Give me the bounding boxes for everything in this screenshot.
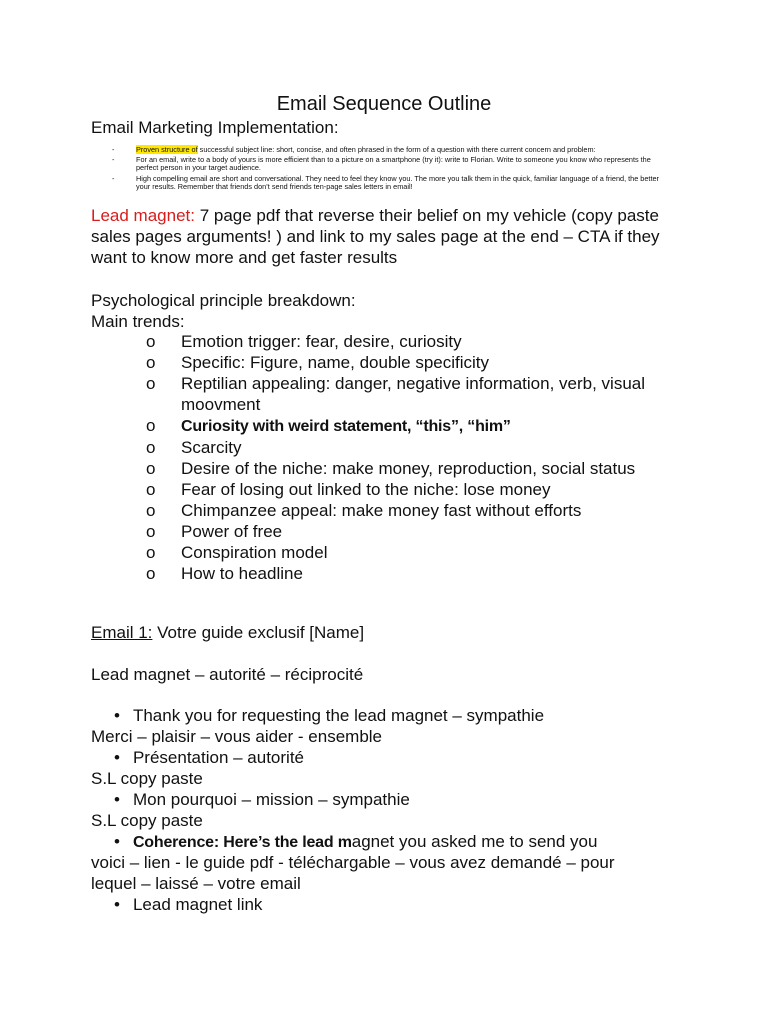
bullet-marker: •	[114, 790, 120, 809]
circle-bullet: o	[146, 543, 156, 562]
list-item	[114, 894, 262, 915]
body-line: S.L copy paste	[91, 811, 203, 830]
body-line: Merci – plaisir – vous aider - ensemble	[91, 727, 383, 746]
circle-bullet: o	[146, 416, 156, 435]
trend-item	[146, 352, 706, 373]
body-line: voici – lien - le guide pdf - téléchargable – vous avez demandé – pour	[91, 853, 615, 872]
circle-bullet: o	[146, 459, 156, 478]
trend-text: Curiosity with weird statement, “this”, “him”	[181, 418, 511, 435]
email-1-label: Email 1:	[91, 623, 153, 642]
page-title: Email Sequence Outline	[276, 93, 492, 115]
list-item-text: Thank you for requesting the lead magnet – sympathie	[132, 706, 545, 725]
trend-text: Emotion trigger: fear, desire, curiosity	[181, 332, 462, 351]
circle-bullet: o	[146, 438, 156, 457]
lead-magnet-line: Lead magnet – autorité – réciprocité	[91, 665, 364, 684]
dash-marker: -	[112, 145, 115, 154]
lead-magnet-paragraph	[91, 205, 691, 268]
bullet-marker: •	[114, 748, 120, 767]
note-text: For an email, write to a body of yours is more efficient than to a picture on a smartphone (try it): write to Florian. Write to someone you know who represents the perfect person in your target audience.	[136, 155, 651, 173]
note-item	[112, 175, 672, 191]
section-subtitle: Email Marketing Implementation:	[91, 118, 339, 137]
list-item-text: Mon pourquoi – mission – sympathie	[132, 790, 410, 809]
trend-text: Fear of losing out linked to the niche: lose money	[181, 480, 551, 499]
lead-magnet-label: Lead magnet:	[91, 206, 195, 225]
psych-heading: Psychological principle breakdown:	[91, 291, 356, 310]
list-item-text: Lead magnet link	[132, 895, 263, 914]
trends-list	[146, 331, 706, 584]
trend-item	[146, 458, 706, 479]
circle-bullet: o	[146, 564, 156, 583]
list-item-text: agnet you asked me to send you	[351, 832, 598, 851]
lead-magnet-text: 7 page pdf that reverse their belief on my vehicle (copy paste sales pages arguments! ) and link to my sales page at the end – CTA if they want to know more and get faster results	[91, 206, 660, 267]
trend-text: Chimpanzee appeal: make money fast without efforts	[181, 501, 582, 520]
trend-item	[146, 542, 706, 563]
trend-text: Reptilian appealing: danger, negative information, verb, visual moovment	[181, 374, 646, 414]
bullet-marker: •	[114, 895, 120, 914]
dash-marker: -	[112, 173, 115, 183]
email-1-heading	[91, 622, 364, 643]
email-1-subject: Votre guide exclusif [Name]	[152, 623, 365, 642]
subject-line-notes	[112, 146, 672, 193]
circle-bullet: o	[146, 501, 156, 520]
trend-item	[146, 500, 706, 521]
trend-text: Desire of the niche: make money, reproduction, social status	[181, 459, 636, 478]
trend-text: Scarcity	[181, 438, 242, 457]
note-text: successful subject line: short, concise, and often phrased in the form of a question with there current concern and problem:	[197, 145, 596, 154]
body-line: lequel – laissé – votre email	[91, 874, 301, 893]
bullet-marker: •	[114, 832, 120, 851]
list-item-text: Présentation – autorité	[132, 748, 305, 767]
trend-item	[146, 373, 706, 415]
list-item	[114, 789, 410, 810]
circle-bullet: o	[146, 480, 156, 499]
list-item-bold-text: Coherence: Here’s the lead m	[132, 834, 352, 851]
main-trends-heading: Main trends:	[91, 312, 185, 331]
note-item	[112, 146, 672, 154]
bullet-marker: •	[114, 706, 120, 725]
note-text: High compelling email are short and conversational. They need to feel they know you. The more you talk them in the quick, familiar language of a friend, the better your results. Remember that friends don’t send friends ten-page sales letters in email!	[136, 173, 659, 191]
circle-bullet: o	[146, 374, 156, 393]
trend-text: Specific: Figure, name, double specificity	[181, 353, 490, 372]
note-item	[112, 156, 672, 172]
trend-item	[146, 331, 706, 352]
trend-text: Power of free	[181, 522, 283, 541]
list-item	[114, 705, 544, 726]
list-item	[114, 831, 597, 853]
trend-text: How to headline	[181, 564, 303, 583]
trend-item	[146, 437, 706, 458]
trend-item	[146, 479, 706, 500]
circle-bullet: o	[146, 332, 156, 351]
dash-marker: -	[112, 155, 115, 165]
circle-bullet: o	[146, 522, 156, 541]
trend-item	[146, 563, 706, 584]
list-item	[114, 747, 304, 768]
highlighted-text: Proven structure of	[136, 145, 198, 154]
body-line: S.L copy paste	[91, 769, 203, 788]
circle-bullet: o	[146, 353, 156, 372]
trend-text: Conspiration model	[181, 543, 328, 562]
trend-item	[146, 521, 706, 542]
trend-item	[146, 415, 706, 437]
